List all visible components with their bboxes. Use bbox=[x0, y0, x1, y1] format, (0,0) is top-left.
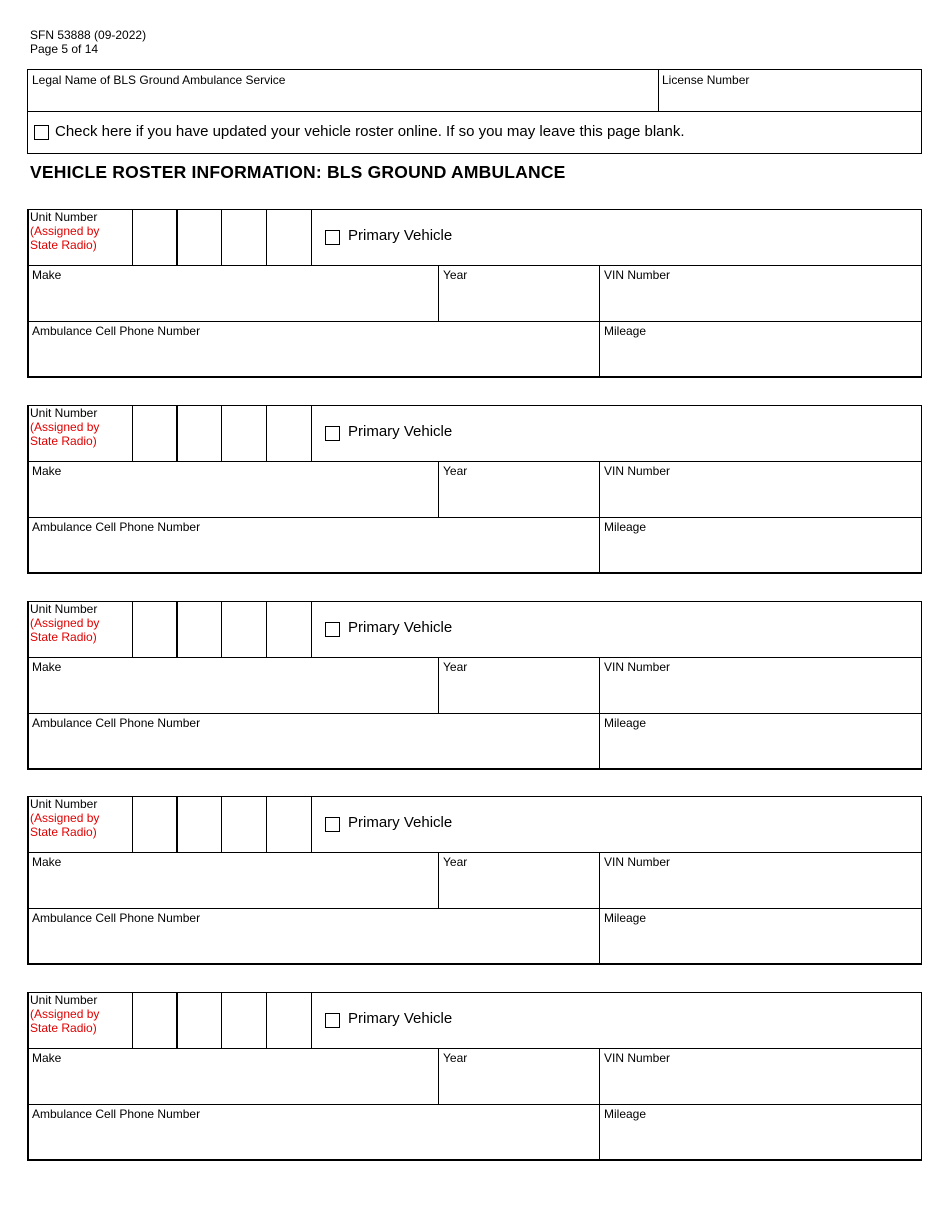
unit-digit-box[interactable] bbox=[178, 602, 221, 657]
mileage-field[interactable] bbox=[600, 714, 921, 768]
license-number-label: License Number bbox=[662, 73, 750, 87]
online-roster-label: Check here if you have updated your vehicle roster online. If so you may leave this page blank. bbox=[55, 123, 685, 140]
assigned-note: (Assigned by bbox=[30, 1007, 100, 1021]
cell-phone-field[interactable] bbox=[29, 714, 599, 768]
year-field[interactable] bbox=[439, 658, 599, 713]
form-id: SFN 53888 (09-2022) bbox=[30, 28, 147, 42]
cell-phone-label: Ambulance Cell Phone Number bbox=[32, 1107, 201, 1121]
year-field[interactable] bbox=[439, 266, 599, 321]
mileage-field[interactable] bbox=[600, 518, 921, 572]
unit-number-title: Unit Number bbox=[30, 797, 98, 811]
vin-label: VIN Number bbox=[604, 1051, 671, 1065]
vehicle-block-1 bbox=[27, 209, 922, 378]
make-label: Make bbox=[32, 464, 62, 478]
primary-vehicle-checkbox[interactable] bbox=[325, 817, 340, 832]
year-label: Year bbox=[443, 1051, 468, 1065]
unit-number-label bbox=[30, 210, 99, 252]
unit-digit-box[interactable] bbox=[222, 210, 266, 265]
make-label: Make bbox=[32, 268, 62, 282]
make-label: Make bbox=[32, 1051, 62, 1065]
unit-number-label bbox=[30, 797, 99, 839]
cell-phone-label: Ambulance Cell Phone Number bbox=[32, 520, 201, 534]
unit-digit-box[interactable] bbox=[222, 406, 266, 461]
assigned-note: State Radio) bbox=[30, 825, 97, 839]
year-field[interactable] bbox=[439, 1049, 599, 1104]
unit-digit-box[interactable] bbox=[133, 993, 176, 1048]
assigned-note: State Radio) bbox=[30, 1021, 97, 1035]
vin-label: VIN Number bbox=[604, 855, 671, 869]
year-label: Year bbox=[443, 855, 468, 869]
vin-field[interactable] bbox=[600, 1049, 921, 1104]
unit-number-title: Unit Number bbox=[30, 210, 98, 224]
unit-digit-box[interactable] bbox=[178, 210, 221, 265]
unit-digit-box[interactable] bbox=[267, 993, 311, 1048]
vin-field[interactable] bbox=[600, 658, 921, 713]
cell-phone-field[interactable] bbox=[29, 1105, 599, 1159]
unit-number-title: Unit Number bbox=[30, 602, 98, 616]
mileage-label: Mileage bbox=[604, 911, 647, 925]
make-label: Make bbox=[32, 855, 62, 869]
divider bbox=[311, 601, 312, 657]
primary-vehicle-checkbox[interactable] bbox=[325, 622, 340, 637]
assigned-note: (Assigned by bbox=[30, 811, 100, 825]
unit-digit-box[interactable] bbox=[267, 406, 311, 461]
year-label: Year bbox=[443, 660, 468, 674]
make-field[interactable] bbox=[29, 462, 438, 517]
vin-label: VIN Number bbox=[604, 660, 671, 674]
make-field[interactable] bbox=[29, 658, 438, 713]
make-field[interactable] bbox=[29, 266, 438, 321]
license-number-field[interactable] bbox=[659, 70, 921, 111]
year-field[interactable] bbox=[439, 462, 599, 517]
make-field[interactable] bbox=[29, 1049, 438, 1104]
page-number: Page 5 of 14 bbox=[30, 42, 99, 56]
vin-label: VIN Number bbox=[604, 268, 671, 282]
assigned-note: State Radio) bbox=[30, 434, 97, 448]
unit-digit-box[interactable] bbox=[133, 210, 176, 265]
assigned-note: State Radio) bbox=[30, 238, 97, 252]
unit-digit-box[interactable] bbox=[267, 602, 311, 657]
year-field[interactable] bbox=[439, 853, 599, 908]
vehicle-block-4 bbox=[27, 796, 922, 965]
make-field[interactable] bbox=[29, 853, 438, 908]
vin-field[interactable] bbox=[600, 462, 921, 517]
unit-digit-box[interactable] bbox=[222, 602, 266, 657]
cell-phone-label: Ambulance Cell Phone Number bbox=[32, 911, 201, 925]
mileage-label: Mileage bbox=[604, 716, 647, 730]
divider bbox=[311, 405, 312, 461]
primary-vehicle-label: Primary Vehicle bbox=[348, 227, 453, 244]
unit-digit-box[interactable] bbox=[133, 797, 176, 852]
form-header bbox=[30, 28, 146, 56]
unit-digit-box[interactable] bbox=[267, 797, 311, 852]
unit-number-label bbox=[30, 406, 99, 448]
make-label: Make bbox=[32, 660, 62, 674]
primary-vehicle-checkbox[interactable] bbox=[325, 1013, 340, 1028]
primary-vehicle-checkbox[interactable] bbox=[325, 426, 340, 441]
assigned-note: (Assigned by bbox=[30, 616, 100, 630]
primary-vehicle-checkbox[interactable] bbox=[325, 230, 340, 245]
divider bbox=[311, 992, 312, 1048]
unit-number-title: Unit Number bbox=[30, 406, 98, 420]
assigned-note: (Assigned by bbox=[30, 420, 100, 434]
primary-vehicle-label: Primary Vehicle bbox=[348, 814, 453, 831]
cell-phone-field[interactable] bbox=[29, 322, 599, 376]
assigned-note: (Assigned by bbox=[30, 224, 100, 238]
cell-phone-field[interactable] bbox=[29, 909, 599, 963]
vehicle-block-3 bbox=[27, 601, 922, 770]
unit-number-label bbox=[30, 993, 99, 1035]
vin-field[interactable] bbox=[600, 853, 921, 908]
mileage-label: Mileage bbox=[604, 1107, 647, 1121]
unit-digit-box[interactable] bbox=[267, 210, 311, 265]
unit-digit-box[interactable] bbox=[222, 993, 266, 1048]
year-label: Year bbox=[443, 268, 468, 282]
primary-vehicle-label: Primary Vehicle bbox=[348, 619, 453, 636]
legal-name-field[interactable] bbox=[28, 70, 658, 111]
primary-vehicle-label: Primary Vehicle bbox=[348, 1010, 453, 1027]
unit-digit-box[interactable] bbox=[133, 406, 176, 461]
divider bbox=[311, 209, 312, 265]
divider bbox=[27, 111, 922, 112]
unit-digit-box[interactable] bbox=[178, 993, 221, 1048]
year-label: Year bbox=[443, 464, 468, 478]
unit-number-label bbox=[30, 602, 99, 644]
mileage-field[interactable] bbox=[600, 1105, 921, 1159]
unit-digit-box[interactable] bbox=[178, 797, 221, 852]
cell-phone-label: Ambulance Cell Phone Number bbox=[32, 324, 201, 338]
unit-digit-box[interactable] bbox=[178, 406, 221, 461]
section-title: VEHICLE ROSTER INFORMATION: BLS GROUND AMBULANCE bbox=[30, 162, 566, 182]
mileage-field[interactable] bbox=[600, 322, 921, 376]
assigned-note: State Radio) bbox=[30, 630, 97, 644]
divider bbox=[311, 796, 312, 852]
cell-phone-label: Ambulance Cell Phone Number bbox=[32, 716, 201, 730]
mileage-field[interactable] bbox=[600, 909, 921, 963]
vin-label: VIN Number bbox=[604, 464, 671, 478]
vehicle-block-5 bbox=[27, 992, 922, 1161]
mileage-label: Mileage bbox=[604, 520, 647, 534]
cell-phone-field[interactable] bbox=[29, 518, 599, 572]
online-roster-checkbox[interactable] bbox=[34, 125, 49, 140]
unit-digit-box[interactable] bbox=[133, 602, 176, 657]
unit-digit-box[interactable] bbox=[222, 797, 266, 852]
mileage-label: Mileage bbox=[604, 324, 647, 338]
vehicle-block-2 bbox=[27, 405, 922, 574]
vin-field[interactable] bbox=[600, 266, 921, 321]
unit-number-title: Unit Number bbox=[30, 993, 98, 1007]
primary-vehicle-label: Primary Vehicle bbox=[348, 423, 453, 440]
legal-name-label: Legal Name of BLS Ground Ambulance Service bbox=[32, 73, 286, 87]
